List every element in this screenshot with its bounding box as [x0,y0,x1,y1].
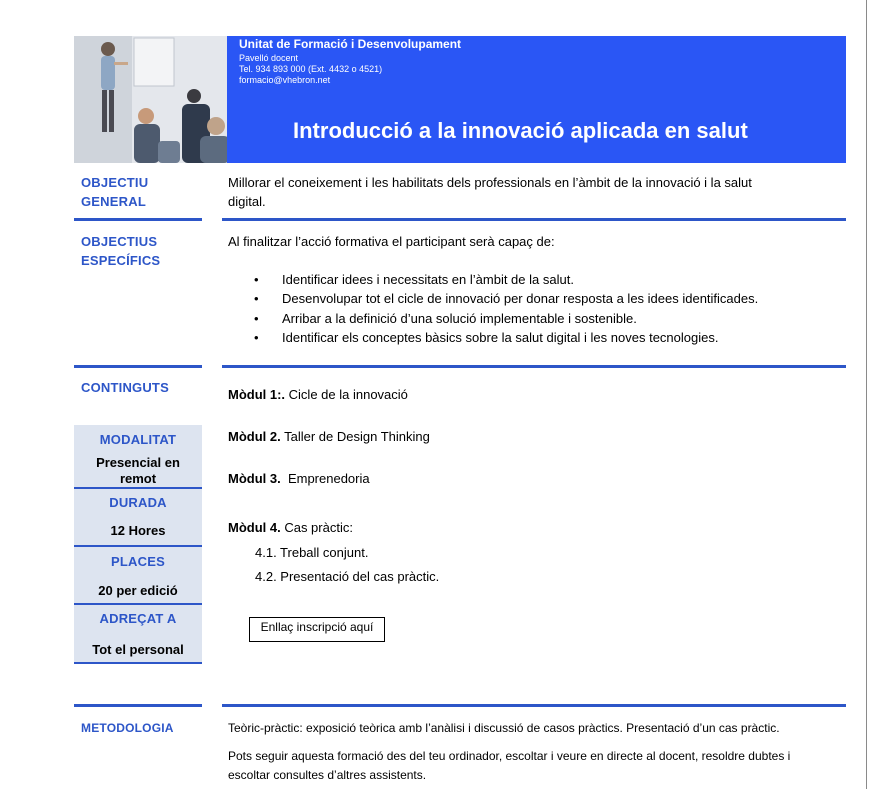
adrecat-value: Tot el personal [92,642,184,657]
divider [74,662,202,664]
adrecat-box [74,605,202,662]
module-title: Taller de Design Thinking [280,429,430,444]
metodologia-text-2: Pots seguir aquesta formació des del teu ordinador, escoltar i veure en directe al docent, resoldre dubtes i [228,749,791,763]
registration-link-button[interactable]: Enllaç inscripció aquí [249,617,385,642]
modalitat-box [74,425,202,487]
modalitat-value [74,455,202,487]
course-title: Introducció a la innovació aplicada en salut [293,118,748,143]
list-item: • Desenvolupar tot el cicle de innovació per donar resposta a les idees identificades. [254,289,758,308]
objectiu-general-label-line-2: GENERAL [81,194,146,209]
page-edge [866,0,867,789]
objectiu-general-label [81,173,148,211]
objectius-especifics-label [81,232,160,270]
divider [74,704,202,707]
objectiu-general-text [228,173,752,211]
module-number: Mòdul 3. [228,471,281,486]
metodologia-text-3: escoltar consultes d’altres assistents. [228,768,427,782]
module-4 [228,520,353,535]
divider [222,704,846,707]
module-title: Cas pràctic: [280,520,353,535]
divider [74,365,202,368]
places-value: 20 per edició [98,583,178,598]
phone-text: Tel. 934 893 000 (Ext. 4432 o 4521) [239,64,383,74]
divider [222,218,846,221]
module-title: Cicle de la innovació [285,387,408,402]
list-item: • Identificar idees i necessitats en l’àmbit de la salut. [254,270,758,289]
durada-label: DURADA [109,495,167,510]
list-item: • Arribar a la definició d’una solució implementable i sostenible. [254,309,758,328]
objectius-intro: Al finalitzar l’acció formativa el participant serà capaç de: [228,234,555,249]
durada-box [74,489,202,545]
places-label: PLACES [111,554,165,569]
email-text: formacio@vhebron.net [239,75,331,85]
modalitat-value-line-2: remot [119,471,157,486]
metodologia-label: METODOLOGIA [81,721,174,735]
objectius-especifics-label-line-2: ESPECÍFICS [81,253,161,268]
sub-item: 4.1. Treball conjunt. [255,545,369,560]
module-title: Emprenedoria [280,471,370,486]
divider [222,365,846,368]
modalitat-label: MODALITAT [99,432,177,447]
module-3 [228,471,370,486]
durada-value: 12 Hores [110,523,166,538]
objectiu-general-text-line-2: digital. [228,194,266,209]
continguts-label: CONTINGUTS [81,380,169,395]
header-photo [74,36,227,163]
pavilion-text: Pavelló docent [239,53,299,63]
adrecat-label: ADREÇAT A [99,611,177,626]
divider [74,218,202,221]
module-1 [228,387,408,402]
objectius-especifics-label-line-1: OBJECTIUS [81,234,158,249]
list-item: • Identificar els conceptes bàsics sobre la salut digital i les noves tecnologies. [254,328,758,347]
module-number: Mòdul 1:. [228,387,286,402]
objectius-list [254,270,758,347]
objectiu-general-label-line-1: OBJECTIU [81,175,149,190]
objectiu-general-text-line-1: Millorar el coneixement i les habilitats dels professionals en l’àmbit de la innovació i la salut [228,175,752,190]
unit-name: Unitat de Formació i Desenvolupament [239,37,462,51]
module-2 [228,429,430,444]
header-banner [227,36,846,163]
module-number: Mòdul 4. [228,520,281,535]
metodologia-text-1: Teòric-pràctic: exposició teòrica amb l’anàlisi i discussió de casos pràctics. Presentació d’un cas pràctic. [228,721,780,735]
presentation-photo-icon [74,36,227,163]
modalitat-value-line-1: Presencial en [96,455,180,470]
sub-item: 4.2. Presentació del cas pràctic. [255,569,440,584]
module-number: Mòdul 2. [228,429,281,444]
places-box [74,547,202,603]
